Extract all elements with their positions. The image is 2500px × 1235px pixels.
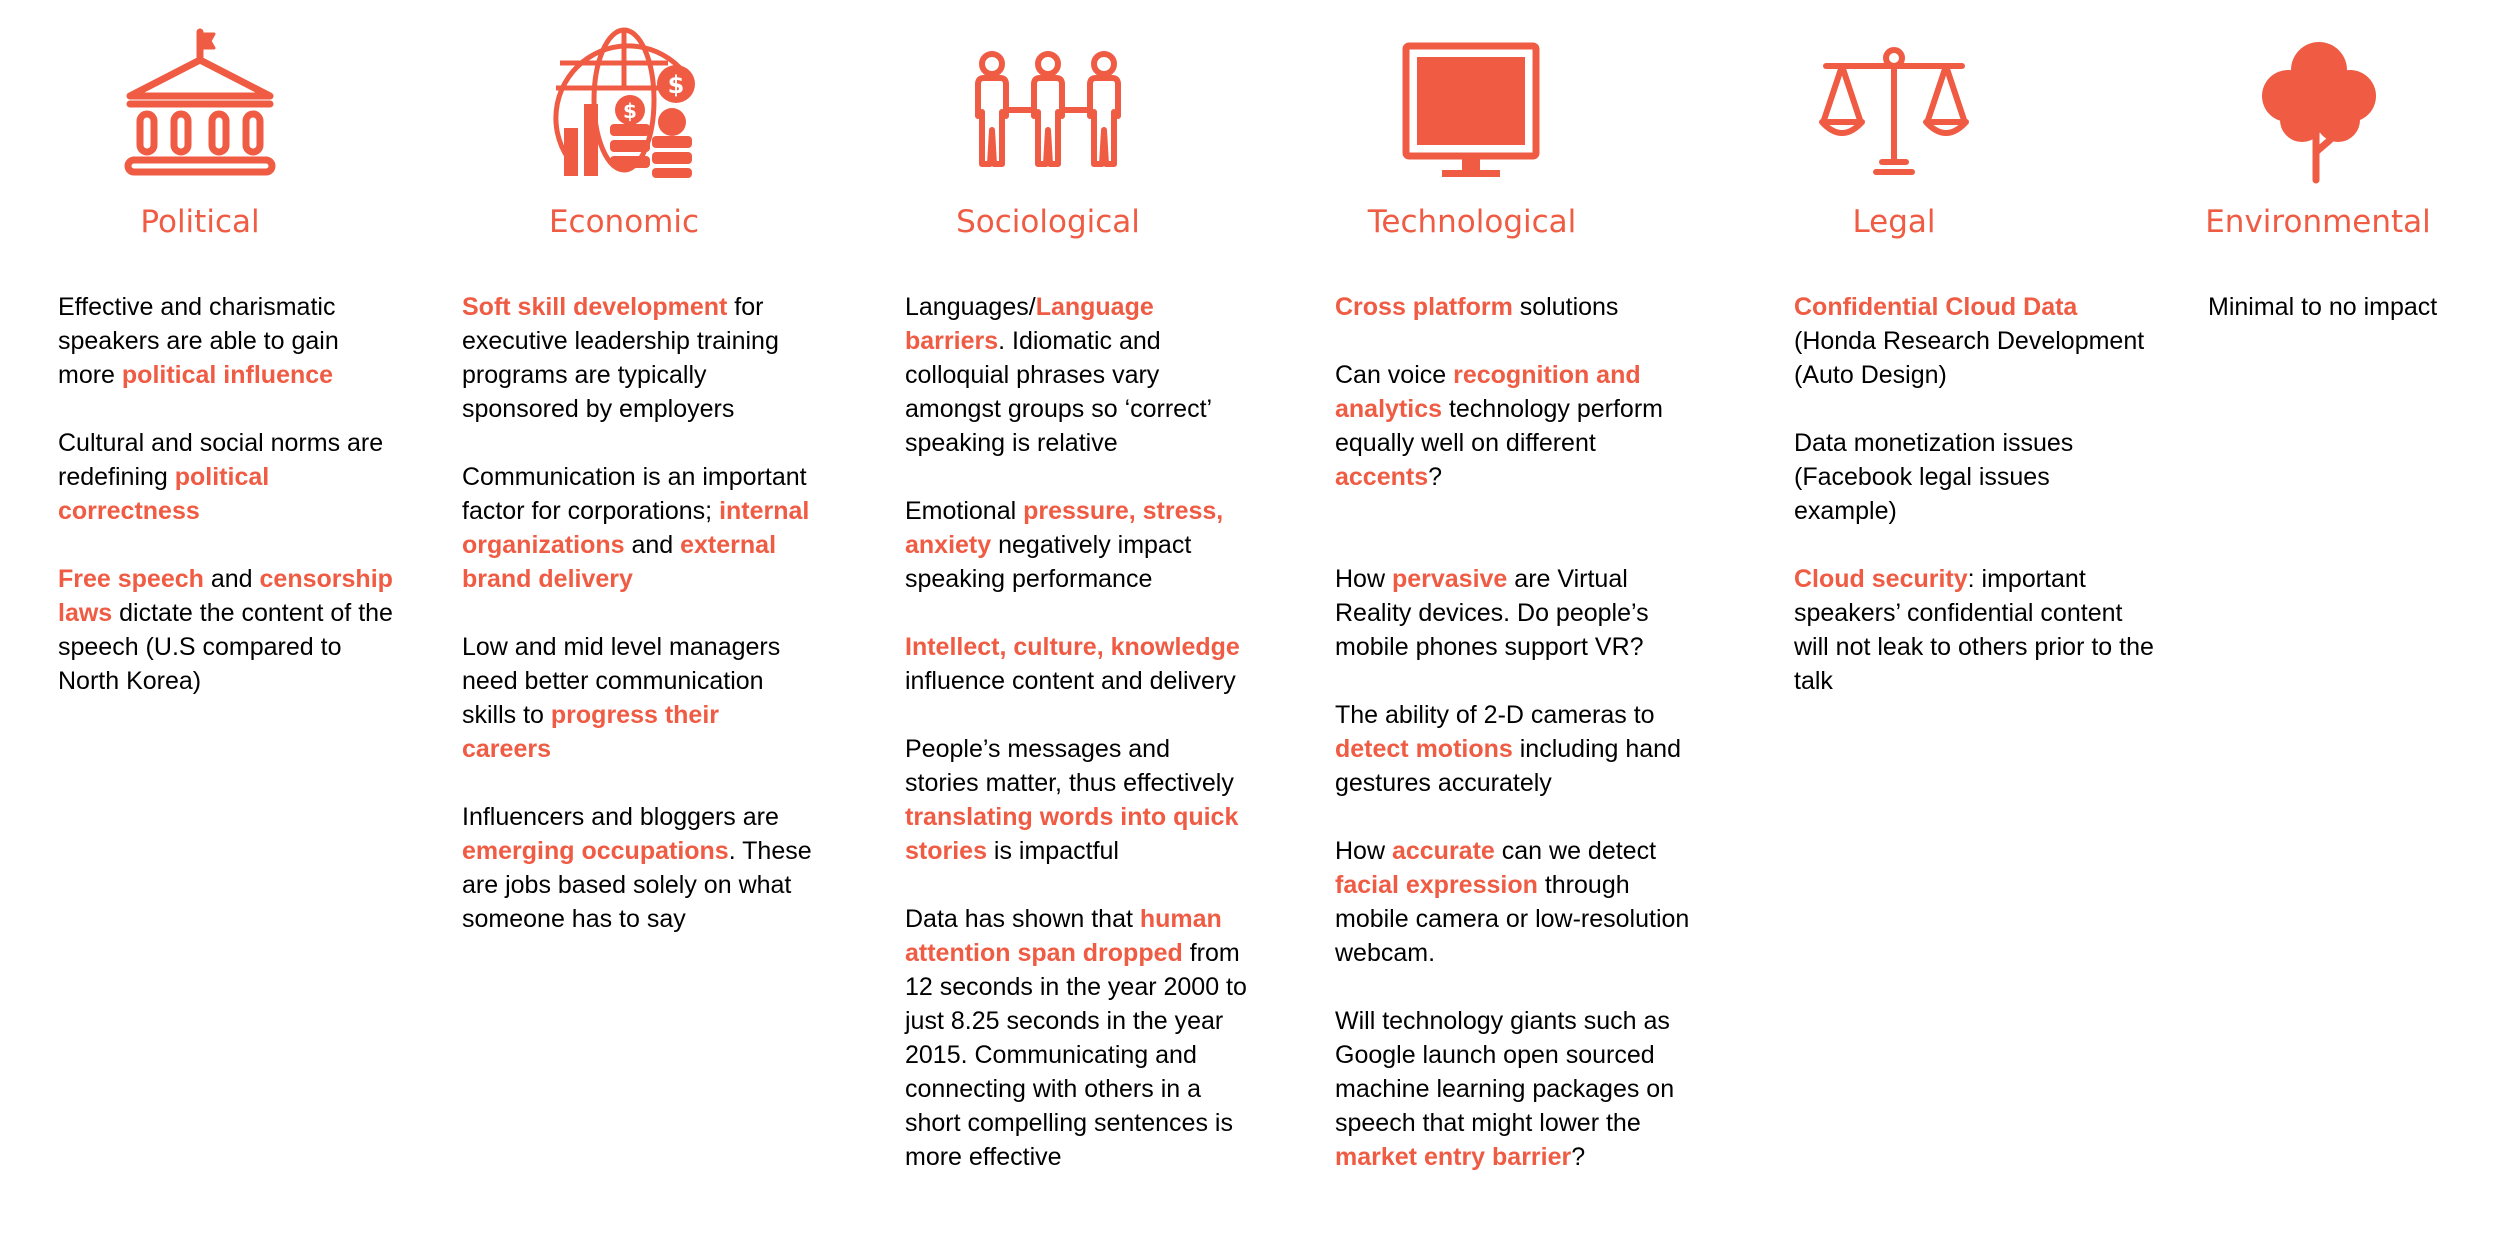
highlighted-text: external brand delivery [462, 531, 777, 593]
paragraph [1335, 562, 1690, 664]
text-segment: Will technology giants such as Google launch open sourced machine learning packages on speech that might lower the [1335, 1007, 1675, 1137]
text-segment: . These are jobs based solely on what someone has to say [462, 837, 812, 933]
highlighted-text: Cross platform [1335, 293, 1513, 321]
highlighted-text: facial expression [1335, 871, 1538, 899]
highlighted-text: accurate [1391, 837, 1495, 865]
highlighted-text: accents [1335, 463, 1429, 491]
text-segment: Languages/ [905, 293, 1036, 321]
highlighted-text: Soft skill development [462, 293, 728, 321]
text-segment: People’s messages and stories matter, thus effectively [905, 735, 1234, 797]
globe-money-growth-icon [548, 28, 704, 180]
paragraph [1794, 562, 2154, 698]
svg-text:$: $ [623, 99, 637, 123]
highlighted-text: translating words into quick stories [905, 803, 1239, 865]
text-segment: : important speakers’ confidential content will not leak to others prior to the talk [1794, 565, 2154, 695]
paragraph [462, 800, 812, 936]
paragraph [462, 290, 812, 426]
paragraph [905, 732, 1250, 868]
text-segment: Minimal to no impact [2208, 293, 2438, 321]
text-segment: Emotional [905, 497, 1024, 525]
highlighted-text: internal organizations [462, 497, 810, 559]
paragraph [1794, 290, 2154, 392]
highlighted-text: market entry barrier [1335, 1143, 1572, 1171]
legal-column [1794, 290, 2154, 732]
text-segment: ? [1428, 463, 1443, 491]
paragraph [1335, 358, 1690, 494]
highlighted-text: Language barriers [905, 293, 1154, 355]
text-segment: are Virtual Reality devices. Do people’s mobile phones support VR? [1335, 565, 1649, 661]
column-title-economic: Economic [548, 204, 700, 240]
highlighted-text: pressure, stress, anxiety [905, 497, 1224, 559]
column-title-political: Political [140, 204, 260, 240]
text-segment: can we detect [1494, 837, 1657, 865]
highlighted-text: progress their careers [462, 701, 720, 763]
highlighted-text: Confidential Cloud Data [1794, 293, 2078, 321]
highlighted-text: detect motions [1335, 735, 1513, 763]
text-segment: Low and mid level managers need better communication skills to [462, 633, 781, 729]
paragraph [462, 630, 812, 766]
paragraph [1335, 834, 1690, 970]
monitor-icon [1402, 42, 1540, 180]
column-title-legal: Legal [1852, 204, 1936, 240]
text-segment: and [624, 531, 681, 559]
scales-of-justice-icon [1820, 44, 1968, 180]
highlighted-text: political correctness [58, 463, 270, 525]
highlighted-text: Cloud security [1794, 565, 1968, 593]
paragraph [1794, 426, 2154, 528]
text-segment: Data monetization issues (Facebook legal issues example) [1794, 429, 2074, 525]
paragraph [2208, 290, 2488, 324]
highlighted-text: political influence [121, 361, 334, 389]
government-building-icon [122, 26, 278, 178]
highlighted-text: censorship laws [58, 565, 393, 627]
text-segment: How [1335, 837, 1392, 865]
text-segment: and [203, 565, 260, 593]
highlighted-text: Free speech [58, 565, 204, 593]
text-segment: is impactful [986, 837, 1119, 865]
paragraph [1335, 1004, 1690, 1174]
people-group-icon [968, 50, 1128, 170]
text-segment: ? [1571, 1143, 1586, 1171]
text-segment: from 12 seconds in the year 2000 to just 8.25 seconds in the year 2015. Communicating and connecting with others in a short compelling sentences is more effective [905, 939, 1247, 1171]
political-column [58, 290, 398, 732]
highlighted-text: emerging occupations [462, 837, 729, 865]
paragraph [58, 562, 398, 698]
text-segment: Data has shown that [905, 905, 1140, 933]
paragraph [462, 460, 812, 596]
text-segment: The ability of 2-D cameras to [1335, 701, 1655, 729]
text-segment: Influencers and bloggers are [462, 803, 779, 831]
economic-column [462, 290, 812, 970]
text-segment: for executive leadership training programs are typically sponsored by employers [462, 293, 779, 423]
tree-icon [2258, 40, 2380, 182]
paragraph [1335, 290, 1690, 324]
text-segment: solutions [1512, 293, 1619, 321]
paragraph [905, 290, 1250, 460]
highlighted-text: recognition and analytics [1335, 361, 1641, 423]
text-segment: negatively impact speaking performance [905, 531, 1192, 593]
svg-text:$: $ [667, 71, 685, 99]
text-segment: Can voice [1335, 361, 1454, 389]
highlighted-text: human attention span dropped [905, 905, 1222, 967]
text-segment: dictate the content of the speech (U.S compared to North Korea) [58, 599, 393, 695]
text-segment: Effective and charismatic speakers are able to gain more [58, 293, 339, 389]
sociological-column [905, 290, 1250, 1208]
text-segment: influence content and delivery [905, 667, 1236, 695]
text-segment: including hand gestures accurately [1335, 735, 1681, 797]
paragraph [905, 494, 1250, 596]
text-segment: (Honda Research Development (Auto Design) [1794, 327, 2145, 389]
text-segment: through mobile camera or low-resolution webcam. [1335, 871, 1690, 967]
text-segment: technology perform equally well on different [1335, 395, 1663, 457]
highlighted-text: pervasive [1391, 565, 1508, 593]
column-title-technological: Technological [1367, 204, 1577, 240]
column-title-sociological: Sociological [956, 204, 1140, 240]
paragraph [1335, 698, 1690, 800]
column-title-environmental: Environmental [2205, 204, 2431, 240]
text-segment: How [1335, 565, 1392, 593]
highlighted-text: Intellect, culture, knowledge [905, 633, 1240, 661]
environmental-column [2208, 290, 2488, 358]
text-segment: Cultural and social norms are redefining [58, 429, 384, 491]
paragraph [905, 630, 1250, 698]
paragraph [58, 426, 398, 528]
technological-column [1335, 290, 1690, 1208]
text-segment: Communication is an important factor for corporations; [462, 463, 807, 525]
paragraph [58, 290, 398, 392]
text-segment: . Idiomatic and colloquial phrases vary amongst groups so ‘correct’ speaking is relative [905, 327, 1212, 457]
paragraph [905, 902, 1250, 1174]
